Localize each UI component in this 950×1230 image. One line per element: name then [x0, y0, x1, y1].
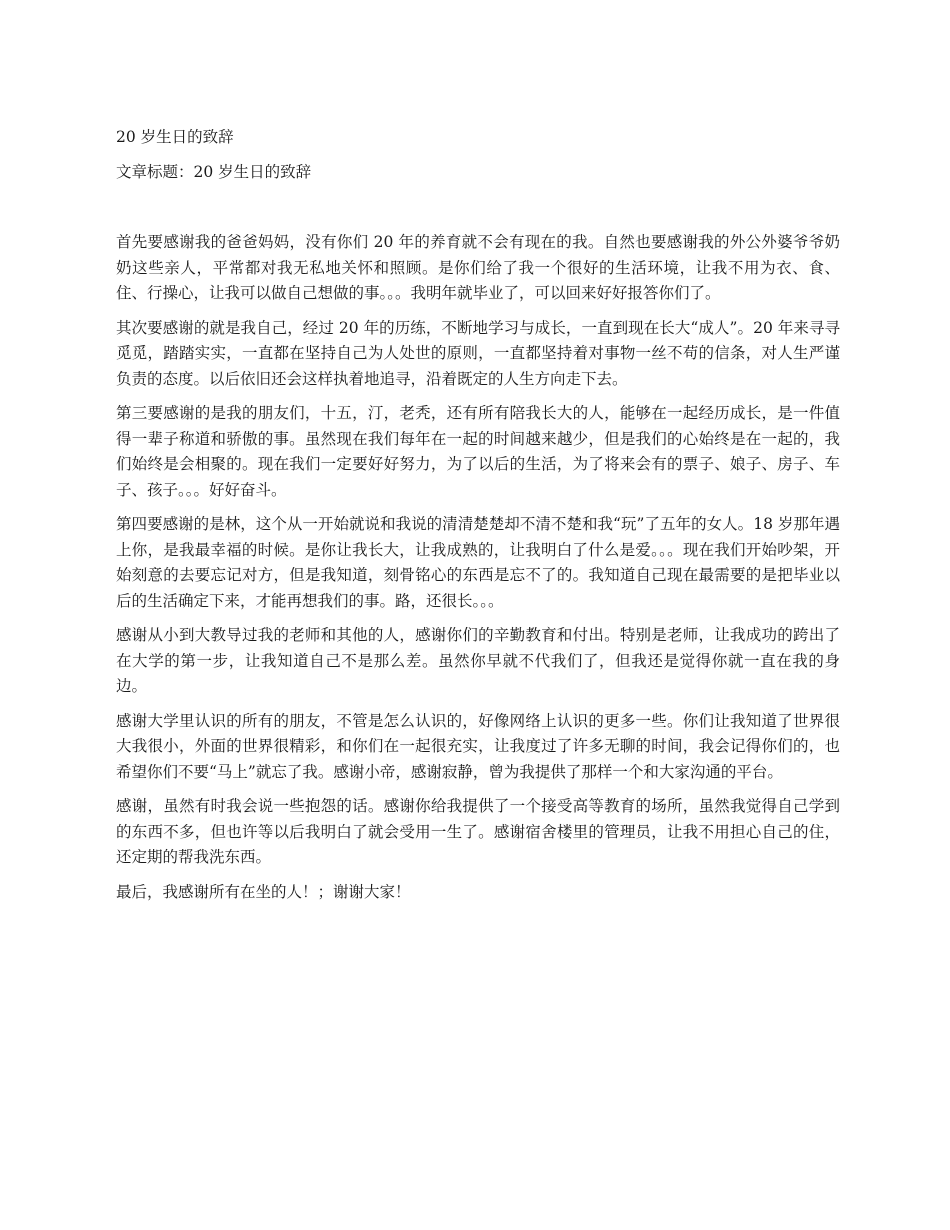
document-title: 20 岁生日的致辞: [116, 128, 234, 146]
paragraph-closing: 最后，我感谢所有在坐的人！；谢谢大家！: [116, 882, 411, 901]
paragraph-thanks-self: 其次要感谢的就是我自己，经过 20 年的历练，不断地学习与成长，一直到现在长大“成人”。20 年来寻寻觅觅，踏踏实实，一直都在坚持自己为人处世的原则，一直都坚持着对事物一丝不苟的信条，对人生严谨负责的态度。以后依旧还会这样执着地追寻，沿着既定的人生方向走下去。: [116, 318, 840, 388]
paragraph-thanks-friends: 第三要感谢的是我的朋友们，十五，汀，老秃，还有所有陪我长大的人，能够在一起经历成长，是一件值得一辈子称道和骄傲的事。虽然现在我们每年在一起的时间越来越少，但是我们的心始终是在一起的，我们始终是会相聚的。现在我们一定要好好努力，为了以后的生活，为了将来会有的票子、娘子、房子、车子、孩子。。。好好奋斗。: [116, 404, 840, 499]
paragraph-thanks-parents: 首先要感谢我的爸爸妈妈，没有你们 20 年的养育就不会有现在的我。自然也要感谢我的外公外婆爷爷奶奶这些亲人，平常都对我无私地关怀和照顾。是你们给了我一个很好的生活环境，让我不用为衣、食、住、行操心，让我可以做自己想做的事。。。我明年就毕业了，可以回来好好报答你们了。: [116, 233, 840, 302]
paragraph-thanks-college-friends: 感谢大学里认识的所有的朋友，不管是怎么认识的，好像网络上认识的更多一些。你们让我知道了世界很大我很小，外面的世界很精彩，和你们在一起很充实，让我度过了许多无聊的时间，我会记得你们的，也希望你们不要“马上”就忘了我。感谢小帝，感谢寂静，曾为我提供了那样一个和大家沟通的平台。: [116, 711, 840, 781]
article-title-line: 文章标题：20 岁生日的致辞: [116, 163, 312, 181]
paragraph-thanks-lin: 第四要感谢的是林，这个从一开始就说和我说的清清楚楚却不清不楚和我“玩”了五年的女人。18 岁那年遇上你，是我最幸福的时候。是你让我长大，让我成熟的，让我明白了什么是爱。。。现在我们开始吵架，开始刻意的去要忘记对方，但是我知道，刻骨铭心的东西是忘不了的。我知道自己现在最需要的是把毕业以后的生活确定下来，才能再想我们的事。路，还很长。。。: [116, 515, 840, 610]
paragraph-thanks-school: 感谢，虽然有时我会说一些抱怨的话。感谢你给我提供了一个接受高等教育的场所，虽然我觉得自己学到的东西不多，但也许等以后我明白了就会受用一生了。感谢宿舍楼里的管理员，让我不用担心自己的住，还定期的帮我洗东西。: [116, 797, 840, 866]
document-page: [116, 124, 840, 914]
paragraph-thanks-teachers: 感谢从小到大教导过我的老师和其他的人，感谢你们的辛勤教育和付出。特别是老师，让我成功的跨出了在大学的第一步，让我知道自己不是那么差。虽然你早就不代我们了，但我还是觉得你就一直在我的身边。: [116, 626, 840, 695]
